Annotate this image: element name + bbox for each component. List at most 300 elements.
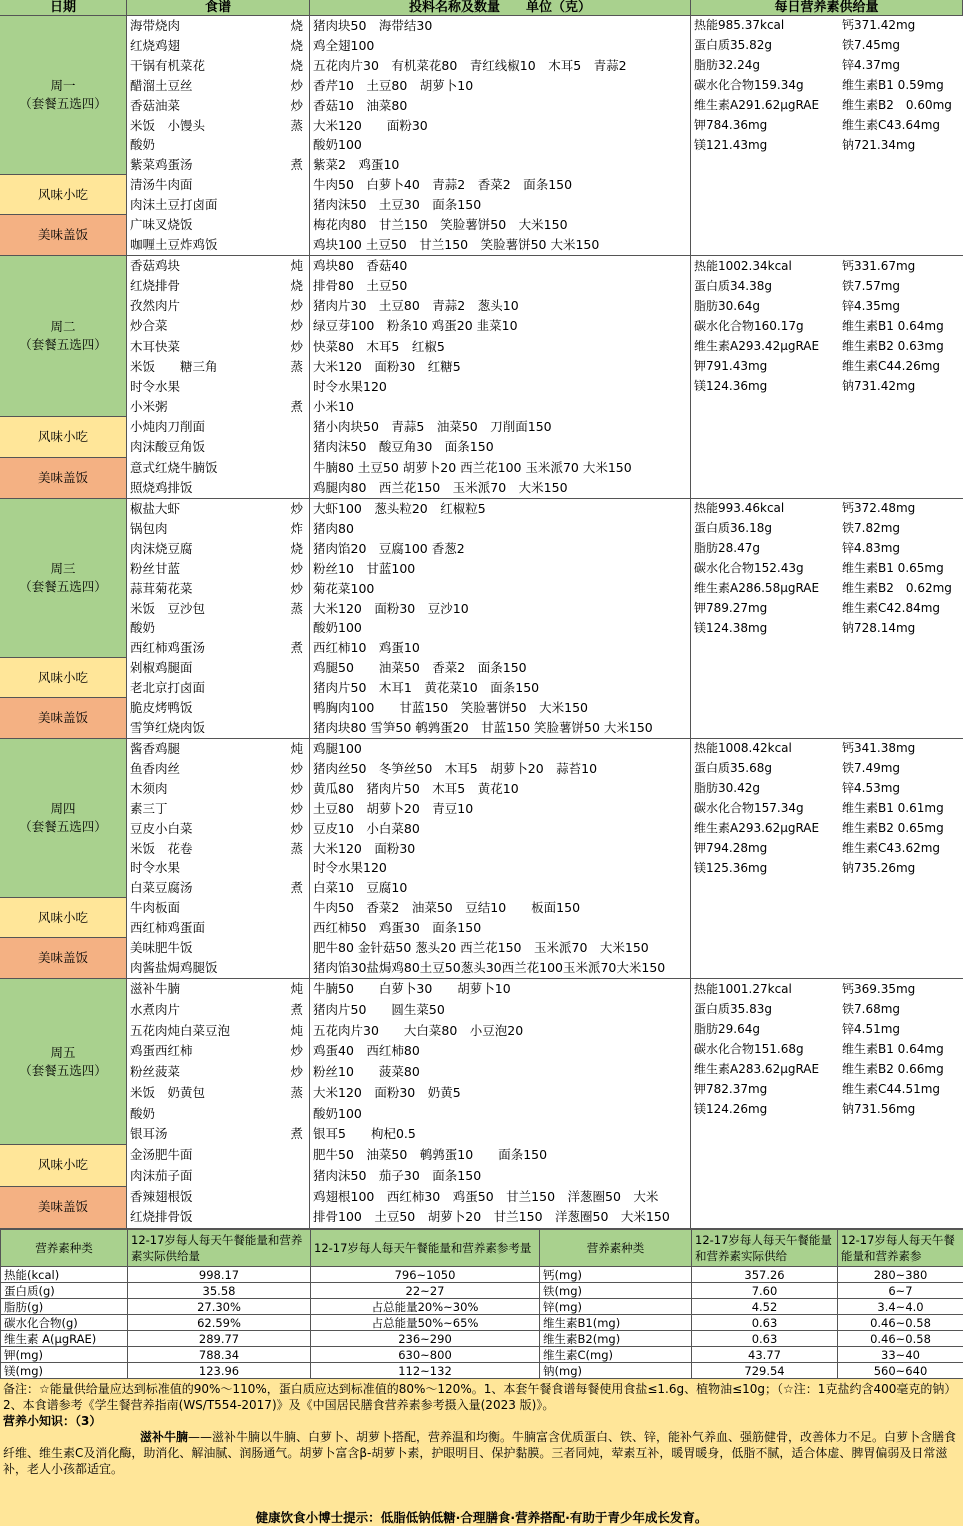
- nutrient-value: 热能993.46kcal: [691, 499, 839, 519]
- rice-label: [0, 698, 126, 738]
- summary-cell: 7.60: [692, 1283, 838, 1299]
- menu-item: [127, 698, 309, 718]
- cooking-method: 炒: [290, 779, 303, 799]
- nutrient-value: 维生素A291.62μgRAE: [691, 96, 839, 116]
- dish-name: 五花肉炖白菜豆泡: [130, 1021, 230, 1042]
- cooking-method: 炒: [290, 76, 303, 96]
- ingredient-line: 快菜80 木耳5 红椒5: [310, 337, 690, 357]
- nutrient-value: 钾789.27mg: [691, 599, 839, 619]
- nutrient-value: 钙371.42mg: [839, 16, 963, 36]
- nutrient-value: 维生素B2 0.60mg: [839, 96, 963, 116]
- nutrient-value: 锌4.37mg: [839, 56, 963, 76]
- nutrient-value: 钾784.36mg: [691, 116, 839, 136]
- nutrient-value: 维生素C43.64mg: [839, 116, 963, 136]
- rice-label-text: 美味盖饭: [38, 226, 88, 244]
- snack-label-text: 风味小吃: [38, 909, 88, 927]
- nutrient-value: 镁124.38mg: [691, 619, 839, 639]
- dish-name: 咖喱土豆炸鸡饭: [130, 235, 218, 255]
- nutrient-value: 蛋白质36.18g: [691, 519, 839, 539]
- nutrient-value: 蛋白质34.38g: [691, 276, 839, 296]
- day-label-text: （套餐五选四）: [19, 336, 107, 354]
- snack-label-text: 风味小吃: [38, 428, 88, 446]
- summary-cell: 33~40: [838, 1347, 963, 1363]
- nutrient-value: 镁125.36mg: [691, 859, 839, 879]
- knowledge-body: ——滋补牛腩以牛腩、白萝卜、胡萝卜搭配，营养温和均衡。牛腩富含优质蛋白、铁、锌，能补气养血、强筋健骨，改善体力不足。白萝卜含膳食纤维、维生素C及消化酶，助消化、解油腻、润肠通气。胡萝卜富含β-胡萝卜素，护眼明目、保护黏膜。三者同炖，荤素互补，暖胃暖身，低脂不腻，适合体虚、脾胃偏弱及日常滋补，老人小孩都适宜。: [3, 1430, 956, 1476]
- notes-section: [0, 1379, 963, 1526]
- nutrient-value: 脂肪28.47g: [691, 539, 839, 559]
- dish-name: 清汤牛肉面: [130, 175, 193, 195]
- dish-name: 脆皮烤鸭饭: [130, 698, 193, 718]
- nutrient-value: 镁121.43mg: [691, 136, 839, 156]
- cooking-method: 炒: [290, 799, 303, 819]
- dish-name: 粉丝甘蓝: [130, 559, 180, 579]
- day-labels: [0, 256, 127, 498]
- summary-cell: 镁(mg): [1, 1363, 128, 1379]
- ingredient-line: 酸奶100: [310, 1104, 690, 1125]
- dish-name: 炒合菜: [130, 316, 168, 336]
- nutrient-value: 钙372.48mg: [839, 499, 963, 519]
- menu-item: [127, 918, 309, 938]
- ingredient-line: 西红柿50 鸡蛋30 面条150: [310, 918, 690, 938]
- ingredients-column: [310, 739, 691, 978]
- rice-label: [0, 938, 126, 978]
- cooking-method: 炒: [290, 579, 303, 599]
- summary-header: 12-17岁每人每天午餐能量和营养素实际供给量: [128, 1230, 311, 1267]
- cooking-method: 煮: [290, 638, 303, 658]
- ingredients-column: [310, 499, 691, 738]
- summary-cell: 维生素B1(mg): [540, 1315, 692, 1331]
- ingredient-line: 菊花菜100: [310, 579, 690, 599]
- ingredients-column: [310, 979, 691, 1228]
- ingredient-line: 牛肉50 香菜2 油菜50 豆结10 板面150: [310, 898, 690, 918]
- nutrient-value: 铁7.49mg: [839, 759, 963, 779]
- nutrient-value: 维生素A283.62μgRAE: [691, 1059, 839, 1080]
- menu-item: [127, 235, 309, 255]
- dish-name: 紫菜鸡蛋汤: [130, 155, 193, 175]
- snack-label: [0, 658, 126, 698]
- summary-header: 12-17岁每人每天午餐能量和营养素参考量: [311, 1230, 540, 1267]
- day-label: [0, 16, 126, 175]
- ingredient-line: 香菇10 油菜80: [310, 96, 690, 116]
- day-label-text: 周五: [50, 1044, 75, 1062]
- ingredient-line: 猪肉块80 雪笋50 鹌鹑蛋20 甘蓝150 笑脸薯饼50 大米150: [310, 718, 690, 738]
- cooking-method: 炒: [290, 559, 303, 579]
- header-nutrition: 每日营养素供给量: [691, 0, 963, 16]
- ingredient-line: 大米120 面粉30 红糖5: [310, 357, 690, 377]
- day-label: [0, 739, 126, 898]
- nutrient-value: 热能1002.34kcal: [691, 256, 839, 276]
- menu-item: [127, 718, 309, 738]
- snack-label: [0, 175, 126, 215]
- menu-item: [127, 337, 309, 357]
- nutrient-value: 碳水化合物152.43g: [691, 559, 839, 579]
- nutrient-value: 维生素B1 0.64mg: [839, 1039, 963, 1060]
- nutrient-value: 钠731.56mg: [839, 1099, 963, 1120]
- dish-name: 雪笋红烧肉饭: [130, 718, 205, 738]
- ingredient-line: 时令水果120: [310, 858, 690, 878]
- nutrient-value: 铁7.45mg: [839, 36, 963, 56]
- dish-name: 滋补牛腩: [130, 979, 180, 1000]
- menu-item: [127, 1041, 309, 1062]
- nutrient-value: 维生素B2 0.62mg: [839, 579, 963, 599]
- summary-header: 营养素种类: [540, 1230, 692, 1267]
- cooking-method: 炒: [290, 316, 303, 336]
- summary-cell: 62.59%: [128, 1315, 311, 1331]
- dish-name: 剁椒鸡腿面: [130, 658, 193, 678]
- summary-row: [1, 1315, 963, 1331]
- snack-label: [0, 898, 126, 938]
- nutrient-value: 碳水化合物157.34g: [691, 799, 839, 819]
- dish-name: 粉丝菠菜: [130, 1062, 180, 1083]
- menu-item: [127, 1124, 309, 1145]
- rice-label-text: 美味盖饭: [38, 469, 88, 487]
- nutrient-value: 维生素B1 0.59mg: [839, 76, 963, 96]
- nutrient-value: 维生素A286.58μgRAE: [691, 579, 839, 599]
- cooking-method: 炸: [290, 519, 303, 539]
- dish-name: 小炖肉刀削面: [130, 417, 205, 437]
- dish-name: 意式红烧牛腩饭: [130, 458, 218, 478]
- ingredient-line: 豆皮10 小白菜80: [310, 819, 690, 839]
- dish-name: 肉沫酸豆角饭: [130, 437, 205, 457]
- day-label: [0, 979, 126, 1145]
- dish-name: 小米粥: [130, 397, 168, 417]
- knowledge-text: [3, 1429, 960, 1477]
- dish-name: 米饭 豆沙包: [130, 599, 205, 619]
- nutrient-value: 镁124.36mg: [691, 376, 839, 396]
- day-label-text: 周二: [50, 318, 75, 336]
- dish-name: 照烧鸡排饭: [130, 478, 193, 498]
- dish-name: 锅包肉: [130, 519, 168, 539]
- ingredient-line: 猪肉馅20 豆腐100 香葱2: [310, 539, 690, 559]
- ingredient-line: 猪肉片30 土豆80 青蒜2 葱头10: [310, 296, 690, 316]
- menu-item: [127, 417, 309, 437]
- weekly-menu: [0, 16, 963, 1229]
- nutrient-value: 维生素B2 0.65mg: [839, 819, 963, 839]
- menu-item: [127, 1000, 309, 1021]
- day-label-text: （套餐五选四）: [19, 818, 107, 836]
- ingredient-line: 鸡翅根100 西红柿30 鸡蛋50 甘兰150 洋葱圈50 大米: [310, 1187, 690, 1208]
- day-label-text: （套餐五选四）: [19, 578, 107, 596]
- menu-item: [127, 1187, 309, 1208]
- nutrient-value: 蛋白质35.83g: [691, 999, 839, 1020]
- ingredient-line: 大米120 面粉30: [310, 116, 690, 136]
- cooking-method: 煮: [290, 878, 303, 898]
- nutrient-value: 维生素A293.42μgRAE: [691, 336, 839, 356]
- cooking-method: 蒸: [290, 839, 303, 859]
- dish-name: 红烧排骨: [130, 276, 180, 296]
- dish-name: 美味肥牛饭: [130, 938, 193, 958]
- day-label-text: 周三: [50, 560, 75, 578]
- cooking-method: 煮: [290, 1000, 303, 1021]
- dish-name: 椒盐大虾: [130, 499, 180, 519]
- menu-item: [127, 658, 309, 678]
- rice-label: [0, 215, 126, 255]
- summary-cell: 123.96: [128, 1363, 311, 1379]
- dish-name: 酸奶: [130, 135, 155, 155]
- ingredient-line: 紫菜2 鸡蛋10: [310, 155, 690, 175]
- nutrient-value: 铁7.68mg: [839, 999, 963, 1020]
- day-labels: [0, 979, 127, 1228]
- nutrient-value: 热能1001.27kcal: [691, 979, 839, 1000]
- summary-cell: 3.4~4.0: [838, 1299, 963, 1315]
- ingredient-line: 猪肉丝50 冬笋丝50 木耳5 胡萝卜20 蒜苔10: [310, 759, 690, 779]
- nutrient-value: 钙341.38mg: [839, 739, 963, 759]
- menu-item: [127, 839, 309, 859]
- cooking-method: 煮: [290, 1124, 303, 1145]
- nutrient-column: [691, 499, 963, 738]
- nutrient-value: 锌4.53mg: [839, 779, 963, 799]
- summary-cell: 钙(mg): [540, 1267, 692, 1283]
- menu-item: [127, 759, 309, 779]
- dish-name: 醋溜土豆丝: [130, 76, 193, 96]
- day-label: [0, 256, 126, 417]
- cooking-method: 炒: [290, 499, 303, 519]
- ingredient-line: 大米120 面粉30 豆沙10: [310, 599, 690, 619]
- nutrient-value: 脂肪32.24g: [691, 56, 839, 76]
- nutrient-value: 脂肪30.64g: [691, 296, 839, 316]
- table-header: [0, 0, 963, 16]
- summary-cell: 占总能量20%~30%: [311, 1299, 540, 1315]
- menu-item: [127, 819, 309, 839]
- cooking-method: 蒸: [290, 599, 303, 619]
- dish-name: 干锅有机菜花: [130, 56, 205, 76]
- snack-label: [0, 1145, 126, 1187]
- cooking-method: 煮: [290, 155, 303, 175]
- dish-name: 木耳快菜: [130, 337, 180, 357]
- menu-item: [127, 36, 309, 56]
- menu-column: [127, 979, 310, 1228]
- summary-cell: 729.54: [692, 1363, 838, 1379]
- summary-cell: 0.46~0.58: [838, 1331, 963, 1347]
- dish-name: 香菇油菜: [130, 96, 180, 116]
- health-tip: 健康饮食小博士提示：低脂低钠低糖·合理膳食·营养搭配·有助于青少年成长发育。: [0, 1509, 963, 1526]
- ingredient-line: 小米10: [310, 397, 690, 417]
- cooking-method: 烧: [290, 36, 303, 56]
- ingredient-line: 鸡块80 香菇40: [310, 256, 690, 276]
- summary-cell: 796~1050: [311, 1267, 540, 1283]
- menu-item: [127, 155, 309, 175]
- nutrition-summary-table: [0, 1229, 963, 1379]
- day-label-text: （套餐五选四）: [19, 95, 107, 113]
- menu-item: [127, 478, 309, 498]
- menu-item: [127, 1145, 309, 1166]
- header-menu: 食谱: [127, 0, 310, 16]
- nutrient-value: 维生素C43.62mg: [839, 839, 963, 859]
- ingredient-line: 牛腩50 白萝卜30 胡萝卜10: [310, 979, 690, 1000]
- summary-header: 12-17岁每人每天午餐能量和营养素实际供给: [692, 1230, 838, 1267]
- nutrient-value: 碳水化合物160.17g: [691, 316, 839, 336]
- nutrient-value: 维生素B2 0.63mg: [839, 336, 963, 356]
- dish-name: 肉沫茄子面: [130, 1166, 193, 1187]
- ingredient-line: 土豆80 胡萝卜20 青豆10: [310, 799, 690, 819]
- summary-cell: 锌(mg): [540, 1299, 692, 1315]
- dish-name: 酸奶: [130, 618, 155, 638]
- snack-label-text: 风味小吃: [38, 1156, 88, 1174]
- summary-header: 营养素种类: [1, 1230, 128, 1267]
- summary-cell: 维生素B2(mg): [540, 1331, 692, 1347]
- menu-item: [127, 499, 309, 519]
- summary-cell: 维生素 A(μgRAE): [1, 1331, 128, 1347]
- summary-cell: 22~27: [311, 1283, 540, 1299]
- nutrient-value: 铁7.82mg: [839, 519, 963, 539]
- dish-name: 西红柿鸡蛋面: [130, 918, 205, 938]
- summary-cell: 788.34: [128, 1347, 311, 1363]
- menu-item: [127, 96, 309, 116]
- summary-cell: 0.46~0.58: [838, 1315, 963, 1331]
- header-date: 日期: [0, 0, 127, 16]
- ingredient-line: 五花肉片30 大白菜80 小豆泡20: [310, 1021, 690, 1042]
- day-label-text: 周四: [50, 800, 75, 818]
- summary-cell: 钠(mg): [540, 1363, 692, 1379]
- day-labels: [0, 499, 127, 738]
- cooking-method: 炖: [290, 739, 303, 759]
- nutrient-column: [691, 256, 963, 498]
- cooking-method: 炖: [290, 256, 303, 276]
- nutrient-value: 铁7.57mg: [839, 276, 963, 296]
- menu-column: [127, 739, 310, 978]
- nutrient-value: 锌4.83mg: [839, 539, 963, 559]
- ingredient-line: 鸡蛋40 西红柿80: [310, 1041, 690, 1062]
- nutrient-value: 锌4.35mg: [839, 296, 963, 316]
- menu-item: [127, 116, 309, 136]
- nutrient-value: 碳水化合物151.68g: [691, 1039, 839, 1060]
- dish-name: 金汤肥牛面: [130, 1145, 193, 1166]
- cooking-method: 烧: [290, 539, 303, 559]
- snack-label-text: 风味小吃: [38, 186, 88, 204]
- dish-name: 木须肉: [130, 779, 168, 799]
- menu-item: [127, 1166, 309, 1187]
- nutrient-value: 脂肪30.42g: [691, 779, 839, 799]
- summary-cell: 357.26: [692, 1267, 838, 1283]
- menu-item: [127, 678, 309, 698]
- header-ingredients: 投料名称及数量 单位（克）: [310, 0, 691, 16]
- dish-name: 白菜豆腐汤: [130, 878, 193, 898]
- menu-item: [127, 1062, 309, 1083]
- cooking-method: 炒: [290, 759, 303, 779]
- dish-name: 西红柿鸡蛋汤: [130, 638, 205, 658]
- summary-header: 12-17岁每人每天午餐能量和营养素参: [838, 1230, 963, 1267]
- menu-item: [127, 1207, 309, 1228]
- dish-name: 肉酱盐焗鸡腿饭: [130, 958, 218, 978]
- summary-row: [1, 1347, 963, 1363]
- remark-text: 备注：☆能量供给量应达到标准值的90%～110%，蛋白质应达到标准值的80%～120%。1、本套午餐食谱每餐使用食盐≤1.6g、植物油≤10g；（☆注：1克盐约含400毫克的钠）2、本食谱参考《学生餐营养指南(WS/T554-2017)》及《中国居民膳食营养素参考摄入量(2023 版)》。: [3, 1381, 960, 1413]
- summary-cell: 560~640: [838, 1363, 963, 1379]
- menu-item: [127, 16, 309, 36]
- cooking-method: 炖: [290, 1021, 303, 1042]
- menu-item: [127, 979, 309, 1000]
- dish-name: 孜然肉片: [130, 296, 180, 316]
- menu-item: [127, 357, 309, 377]
- nutrient-value: 碳水化合物159.34g: [691, 76, 839, 96]
- summary-row: [1, 1299, 963, 1315]
- summary-cell: 6~7: [838, 1283, 963, 1299]
- ingredient-line: 大米120 面粉30: [310, 839, 690, 859]
- ingredient-line: 绿豆芽100 粉条10 鸡蛋20 韭菜10: [310, 316, 690, 336]
- nutrient-column: [691, 979, 963, 1228]
- dish-name: 酱香鸡腿: [130, 739, 180, 759]
- dish-name: 银耳汤: [130, 1124, 168, 1145]
- menu-item: [127, 135, 309, 155]
- menu-item: [127, 858, 309, 878]
- rice-label: [0, 1187, 126, 1229]
- menu-item: [127, 638, 309, 658]
- menu-item: [127, 539, 309, 559]
- dish-name: 老北京打卤面: [130, 678, 205, 698]
- ingredient-line: 肥牛50 油菜50 鹌鹑蛋10 面条150: [310, 1145, 690, 1166]
- knowledge-title: 营养小知识：（3）: [3, 1413, 960, 1429]
- nutrient-value: 钙369.35mg: [839, 979, 963, 1000]
- day-block: [0, 256, 963, 499]
- dish-name: 香辣翅根饭: [130, 1187, 193, 1208]
- ingredients-column: [310, 16, 691, 255]
- summary-cell: 35.58: [128, 1283, 311, 1299]
- summary-header-row: [1, 1230, 963, 1267]
- ingredient-line: 西红柿10 鸡蛋10: [310, 638, 690, 658]
- cooking-method: 炒: [290, 1041, 303, 1062]
- nutrient-value: 维生素B2 0.66mg: [839, 1059, 963, 1080]
- ingredient-line: 猪肉片50 木耳1 黄花菜10 面条150: [310, 678, 690, 698]
- summary-cell: 630~800: [311, 1347, 540, 1363]
- summary-cell: 蛋白质(g): [1, 1283, 128, 1299]
- cooking-method: 炒: [290, 1062, 303, 1083]
- dish-name: 香菇鸡块: [130, 256, 180, 276]
- menu-item: [127, 898, 309, 918]
- summary-cell: 碳水化合物(g): [1, 1315, 128, 1331]
- ingredient-line: 猪肉沫50 茄子30 面条150: [310, 1166, 690, 1187]
- ingredient-line: 香芹10 土豆80 胡萝卜10: [310, 76, 690, 96]
- menu-item: [127, 1083, 309, 1104]
- ingredient-line: 粉丝10 甘蓝100: [310, 559, 690, 579]
- dish-name: 蒜茸菊花菜: [130, 579, 193, 599]
- nutrient-value: 钠721.34mg: [839, 136, 963, 156]
- menu-item: [127, 599, 309, 619]
- menu-item: [127, 256, 309, 276]
- dish-name: 米饭 小馒头: [130, 116, 205, 136]
- cooking-method: 烧: [290, 56, 303, 76]
- ingredient-line: 牛肉50 白萝卜40 青蒜2 香菜2 面条150: [310, 175, 690, 195]
- day-block: [0, 979, 963, 1229]
- nutrient-value: 热能1008.42kcal: [691, 739, 839, 759]
- menu-item: [127, 437, 309, 457]
- nutrient-value: 维生素C44.51mg: [839, 1079, 963, 1100]
- summary-cell: 112~132: [311, 1363, 540, 1379]
- summary-cell: 236~290: [311, 1331, 540, 1347]
- snack-label-text: 风味小吃: [38, 669, 88, 687]
- dish-name: 时令水果: [130, 858, 180, 878]
- summary-row: [1, 1331, 963, 1347]
- ingredient-line: 排骨100 土豆50 胡萝卜20 甘兰150 洋葱圈50 大米150: [310, 1207, 690, 1228]
- ingredient-line: 鸡块100 土豆50 甘兰150 笑脸薯饼50 大米150: [310, 235, 690, 255]
- menu-item: [127, 377, 309, 397]
- dish-name: 鸡蛋西红柿: [130, 1041, 193, 1062]
- nutrient-value: 脂肪29.64g: [691, 1019, 839, 1040]
- ingredient-line: 鸡腿100: [310, 739, 690, 759]
- ingredient-line: 猪肉片50 圆生菜50: [310, 1000, 690, 1021]
- summary-cell: 脂肪(g): [1, 1299, 128, 1315]
- menu-item: [127, 175, 309, 195]
- ingredient-line: 酸奶100: [310, 135, 690, 155]
- summary-cell: 4.52: [692, 1299, 838, 1315]
- snack-label: [0, 417, 126, 457]
- ingredient-line: 鸡腿50 油菜50 香菜2 面条150: [310, 658, 690, 678]
- dish-name: 米饭 糖三角: [130, 357, 218, 377]
- menu-column: [127, 256, 310, 498]
- knowledge-heading: 滋补牛腩: [3, 1430, 188, 1444]
- dish-name: 时令水果: [130, 377, 180, 397]
- dish-name: 海带烧肉: [130, 16, 180, 36]
- nutrient-value: 维生素A293.62μgRAE: [691, 819, 839, 839]
- dish-name: 素三丁: [130, 799, 168, 819]
